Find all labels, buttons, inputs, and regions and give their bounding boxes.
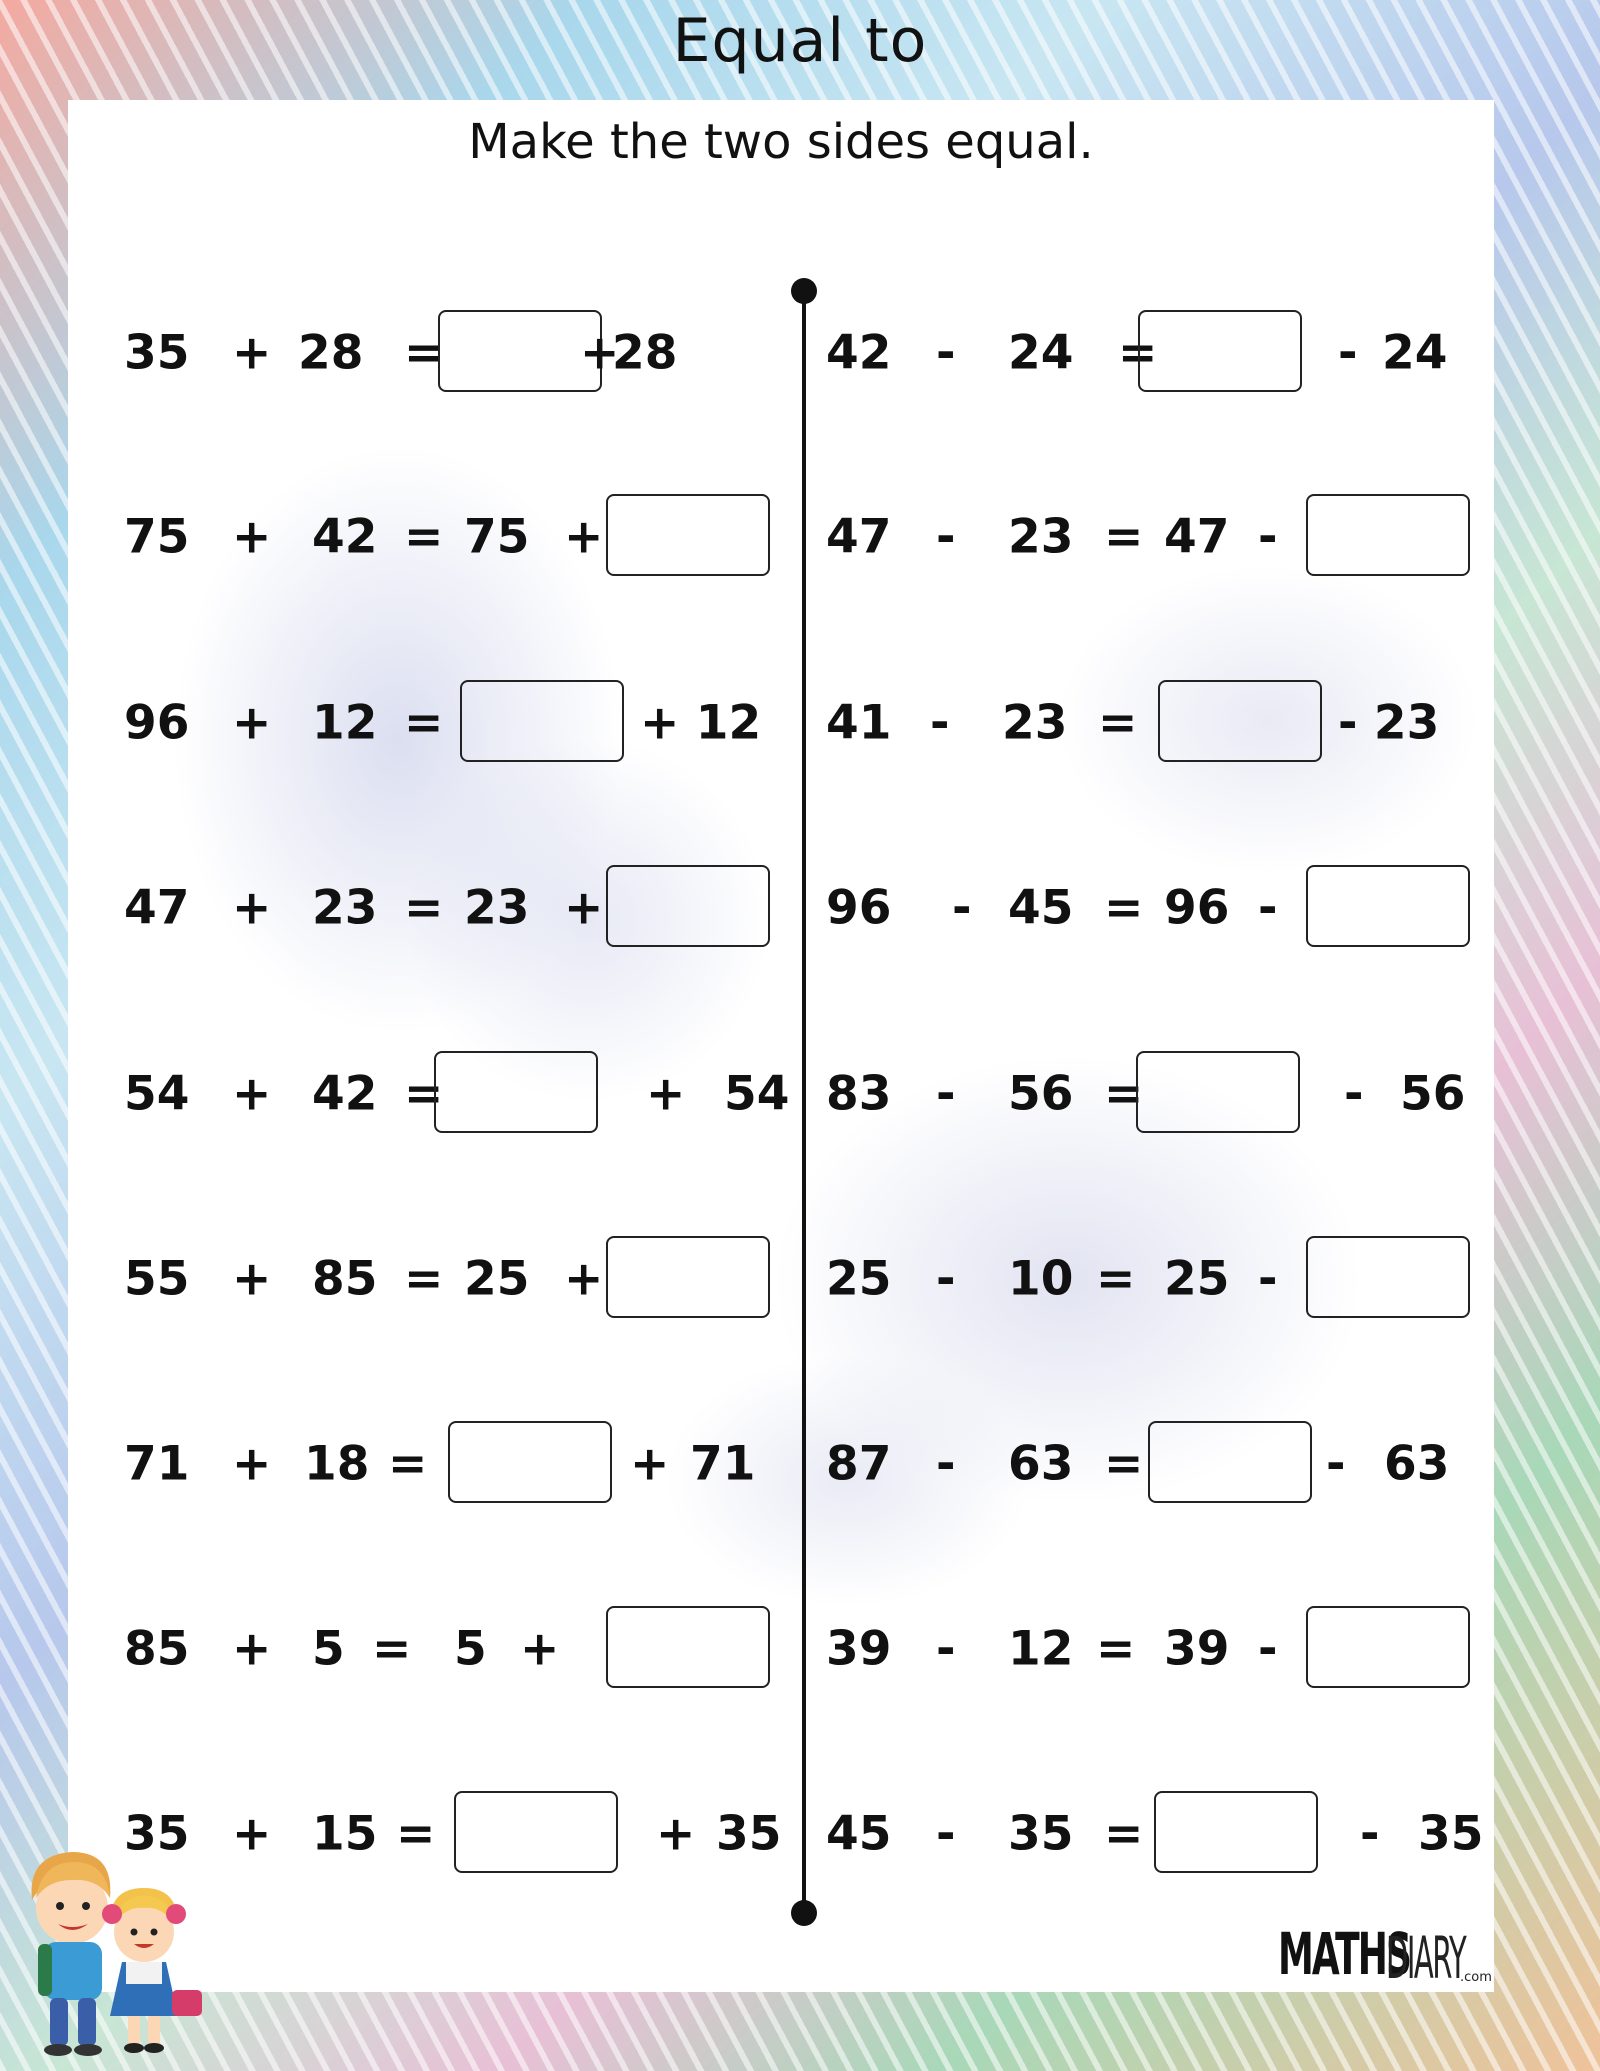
equals-sign: =	[1104, 1066, 1144, 1122]
equals-sign: =	[404, 325, 444, 381]
number: 35	[716, 1806, 782, 1862]
number: 87	[826, 1436, 892, 1492]
minus-sign: -	[1338, 325, 1358, 381]
number: 35	[124, 1806, 190, 1862]
number: 23	[1008, 509, 1074, 565]
equals-sign: =	[404, 509, 444, 565]
number: 47	[1164, 509, 1230, 565]
equals-sign: =	[404, 1251, 444, 1307]
minus-sign: -	[936, 1436, 956, 1492]
equals-sign: =	[1104, 880, 1144, 936]
minus-sign: -	[936, 509, 956, 565]
number: 55	[124, 1251, 190, 1307]
equals-sign: =	[372, 1621, 412, 1677]
divider-end-dot-bottom	[791, 1900, 817, 1926]
number: 96	[1164, 880, 1230, 936]
number: 42	[312, 509, 378, 565]
minus-sign: -	[1258, 509, 1278, 565]
minus-sign: -	[936, 1251, 956, 1307]
answer-box[interactable]	[1306, 865, 1470, 947]
plus-sign: +	[232, 1251, 272, 1307]
number: 35	[124, 325, 190, 381]
right-equation-row-3	[68, 680, 1494, 766]
number: 75	[464, 509, 530, 565]
number: 28	[612, 325, 678, 381]
answer-box[interactable]	[1154, 1791, 1318, 1873]
answer-box[interactable]	[1136, 1051, 1300, 1133]
page-title: Equal to	[672, 6, 928, 76]
plus-sign: +	[646, 1066, 686, 1122]
number: 5	[312, 1621, 345, 1677]
number: 41	[826, 695, 892, 751]
equals-sign: =	[1118, 325, 1158, 381]
number: 24	[1382, 325, 1448, 381]
plus-sign: +	[232, 1806, 272, 1862]
minus-sign: -	[1344, 1066, 1364, 1122]
plus-sign: +	[232, 880, 272, 936]
number: 28	[298, 325, 364, 381]
equals-sign: =	[1096, 1621, 1136, 1677]
number: 39	[826, 1621, 892, 1677]
right-equation-row-8	[68, 1606, 1494, 1692]
minus-sign: -	[952, 880, 972, 936]
plus-sign: +	[232, 695, 272, 751]
minus-sign: -	[936, 1066, 956, 1122]
answer-box[interactable]	[1306, 494, 1470, 576]
number: 63	[1008, 1436, 1074, 1492]
plus-sign: + 12	[640, 695, 762, 751]
equals-sign: =	[404, 880, 444, 936]
number: 54	[124, 1066, 190, 1122]
number: 23	[464, 880, 530, 936]
minus-sign: -	[1360, 1806, 1380, 1862]
worksheet	[68, 100, 1494, 1992]
number: 25	[1164, 1251, 1230, 1307]
number: 18	[304, 1436, 370, 1492]
logo-maths: MATHS	[1278, 1920, 1411, 1988]
equals-sign: =	[404, 1066, 444, 1122]
plus-sign: +	[630, 1436, 670, 1492]
number: 71	[690, 1436, 756, 1492]
children-illustration	[2, 1840, 212, 2065]
right-equation-row-1	[68, 310, 1494, 396]
logo-diary: DIARY	[1386, 1924, 1466, 1992]
plus-sign: +	[232, 509, 272, 565]
minus-sign: - 23	[1338, 695, 1440, 751]
right-equation-row-9	[68, 1791, 1494, 1877]
right-equation-row-5	[68, 1051, 1494, 1137]
number: 45	[1008, 880, 1074, 936]
number: 25	[826, 1251, 892, 1307]
number: 54	[724, 1066, 790, 1122]
number: 12	[312, 695, 378, 751]
equals-sign: =	[1104, 509, 1144, 565]
minus-sign: -	[936, 325, 956, 381]
plus-sign: +	[520, 1621, 560, 1677]
number: 23	[312, 880, 378, 936]
minus-sign: -	[930, 695, 950, 751]
number: 56	[1400, 1066, 1466, 1122]
right-equation-row-6	[68, 1236, 1494, 1322]
number: 96	[124, 695, 190, 751]
equals-sign: =	[388, 1436, 428, 1492]
minus-sign: -	[936, 1806, 956, 1862]
number: 83	[826, 1066, 892, 1122]
number: 23	[1002, 695, 1068, 751]
right-equation-row-2	[68, 494, 1494, 580]
number: 47	[124, 880, 190, 936]
answer-box[interactable]	[1306, 1236, 1470, 1318]
number: 71	[124, 1436, 190, 1492]
equals-sign: =	[404, 695, 444, 751]
number: 85	[312, 1251, 378, 1307]
number: 75	[124, 509, 190, 565]
plus-sign: +	[580, 325, 620, 381]
number: 63	[1384, 1436, 1450, 1492]
answer-box[interactable]	[1158, 680, 1322, 762]
minus-sign: -	[1258, 1621, 1278, 1677]
number: 96	[826, 880, 892, 936]
number: 35	[1418, 1806, 1484, 1862]
plus-sign: +	[232, 1066, 272, 1122]
equals-sign: =	[1096, 1251, 1136, 1307]
number: 5	[454, 1621, 487, 1677]
equals-sign: =	[396, 1806, 436, 1862]
plus-sign: +	[656, 1806, 696, 1862]
plus-sign: +	[232, 1436, 272, 1492]
plus-sign: +	[232, 325, 272, 381]
plus-sign: +	[564, 880, 604, 936]
minus-sign: -	[1258, 1251, 1278, 1307]
number: 25	[464, 1251, 530, 1307]
number: 45	[826, 1806, 892, 1862]
divider-end-dot-top	[791, 278, 817, 304]
number: 47	[826, 509, 892, 565]
minus-sign: -	[936, 1621, 956, 1677]
number: 42	[826, 325, 892, 381]
number: 39	[1164, 1621, 1230, 1677]
logo-suffix: .com	[1460, 1970, 1492, 1985]
number: 42	[312, 1066, 378, 1122]
number: 12	[1008, 1621, 1074, 1677]
plus-sign: +	[564, 509, 604, 565]
mathsdiary-logo	[1278, 1920, 1492, 1992]
instruction: Make the two sides equal.	[468, 114, 1094, 170]
right-equation-row-4	[68, 865, 1494, 951]
number: 24	[1008, 325, 1074, 381]
number: 35	[1008, 1806, 1074, 1862]
right-equation-row-7	[68, 1421, 1494, 1507]
equals-sign: =	[1104, 1436, 1144, 1492]
plus-sign: +	[564, 1251, 604, 1307]
number: 56	[1008, 1066, 1074, 1122]
answer-box[interactable]	[1148, 1421, 1312, 1503]
equals-sign: =	[1098, 695, 1138, 751]
answer-box[interactable]	[1138, 310, 1302, 392]
equals-sign: =	[1104, 1806, 1144, 1862]
minus-sign: -	[1258, 880, 1278, 936]
plus-sign: +	[232, 1621, 272, 1677]
number: 85	[124, 1621, 190, 1677]
number: 10	[1008, 1251, 1074, 1307]
minus-sign: -	[1326, 1436, 1346, 1492]
number: 15	[312, 1806, 378, 1862]
answer-box[interactable]	[1306, 1606, 1470, 1688]
